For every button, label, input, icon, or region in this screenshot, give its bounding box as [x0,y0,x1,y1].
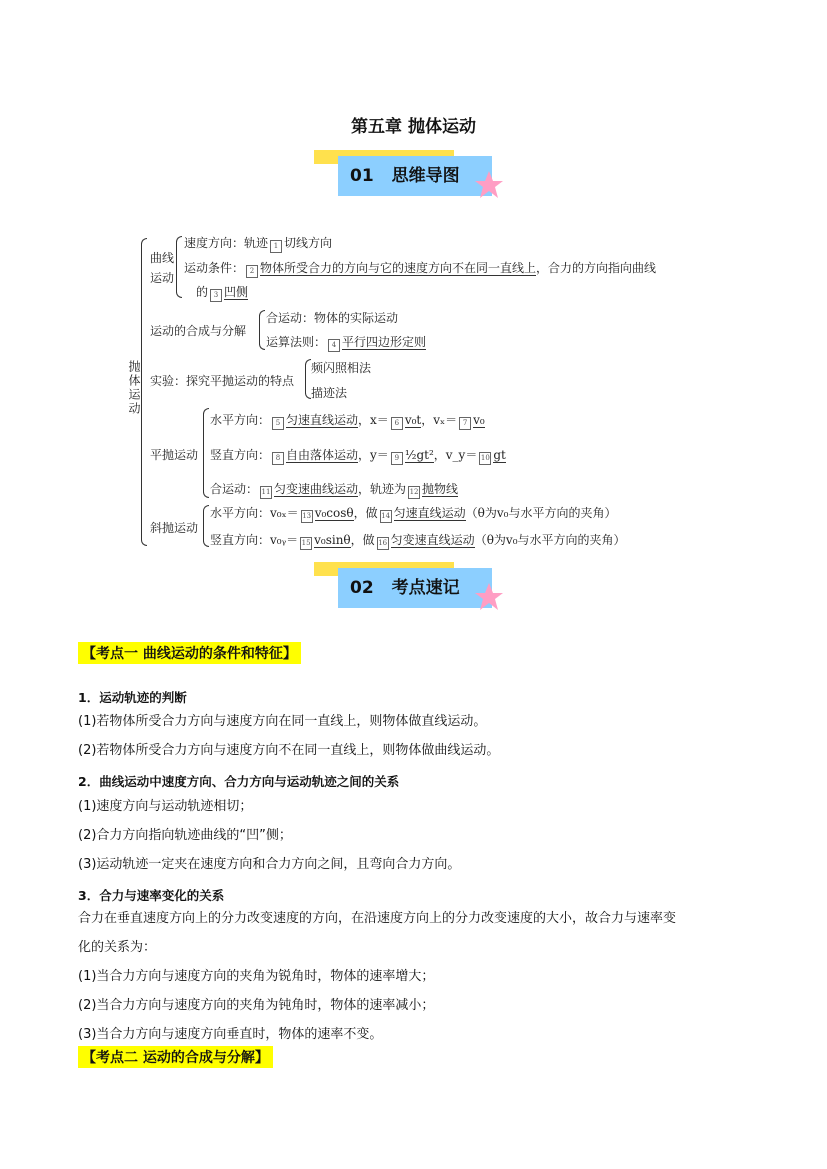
mm-root: 抛体运动 [127,360,141,416]
star-icon [474,582,504,612]
mm-root-brace [141,238,147,546]
mm-proj-label: 平抛运动 [150,448,199,462]
kp1-s1-p2: (2)若物体所受合力方向与速度方向不在同一直线上，则物体做曲线运动。 [78,743,500,758]
mm-obl-h: 水平方向：v₀ₓ＝ 13 v₀cosθ，做 14 匀速直线运动（θ为v₀与水平方向的夹角） [210,504,616,523]
mm-exp-label: 实验：探究平抛运动的特点 [150,374,295,388]
kp1-s2: 2．曲线运动中速度方向、合力方向与运动轨迹之间的关系 [78,774,400,789]
kp1-s3-p1: (1)当合力方向与速度方向的夹角为锐角时，物体的速率增大； [78,969,435,984]
kp1-s2-p2: (2)合力方向指向轨迹曲线的“凹”侧； [78,828,292,843]
mm-proj-c: 合运动： 11 匀变速曲线运动，轨迹为 12 抛物线 [210,480,458,499]
kp1-s3-p2: (2)当合力方向与速度方向的夹角为钝角时，物体的速率减小； [78,998,435,1013]
mm-proj-brace [203,408,209,498]
mm-comp-1: 合运动：物体的实际运动 [266,311,399,325]
mm-comp-brace [259,310,265,350]
mm-exp-2: 描迹法 [311,386,348,400]
chapter-title: 第五章 抛体运动 [351,117,476,137]
kp1-s3: 3．合力与速率变化的关系 [78,888,225,903]
kp1-s2-p1: (1)速度方向与运动轨迹相切； [78,799,253,814]
banner-text: 考点速记 [391,578,460,598]
mm-proj-v: 竖直方向： 8 自由落体运动，y＝ 9 ½gt²，v_y＝ 10 gt [210,446,506,465]
mm-curve-brace [176,236,182,298]
kp1-s1-p1: (1)若物体所受合力方向与速度方向在同一直线上，则物体做直线运动。 [78,714,487,729]
banner-number: 01 [350,166,374,186]
kp1-s3-intro2: 化的关系为： [78,940,157,955]
mm-exp-1: 频闪照相法 [311,361,372,375]
mm-obl-v: 竖直方向：v₀ᵧ＝ 15 v₀sinθ，做 16 匀变速直线运动（θ为v₀与水平方向的夹角） [210,531,626,550]
kp1-s3-p3: (3)当合力方向与速度方向垂直时，物体的速率不变。 [78,1027,383,1042]
mm-curve-label: 曲线运动 [150,251,175,285]
mm-proj-h: 水平方向： 5 匀速直线运动，x＝ 6 v₀t，vₓ＝ 7 v₀ [210,411,485,430]
mm-curve-cond: 运动条件： 2 物体所受合力的方向与它的速度方向不在同一直线上，合力的方向指向曲线 [184,259,656,278]
mm-comp-2: 运算法则： 4 平行四边形定则 [266,333,426,352]
banner-mindmap [314,150,504,200]
mm-obl-label: 斜抛运动 [150,521,199,535]
banner-text: 思维导图 [391,166,460,186]
mm-obl-brace [203,505,209,547]
banner-number: 02 [350,578,374,598]
kp1-s3-intro1: 合力在垂直速度方向上的分力改变速度的方向，在沿速度方向上的分力改变速度的大小，故合力与速率变 [78,911,677,926]
star-icon [474,170,504,200]
mm-comp-label: 运动的合成与分解 [150,324,247,338]
mm-curve-cond-2: 的 3 凹侧 [196,283,248,302]
banner-label [338,156,492,196]
kp1-s2-p3: (3)运动轨迹一定夹在速度方向和合力方向之间，且弯向合力方向。 [78,857,461,872]
mm-curve-speed: 速度方向：轨迹 1 切线方向 [184,234,332,253]
kp2-heading: 【考点二 运动的合成与分解】 [78,1046,273,1068]
kp1-heading: 【考点一 曲线运动的条件和特征】 [78,642,301,664]
banner-keypoints [314,562,504,612]
kp1-s1: 1．运动轨迹的判断 [78,690,187,705]
banner-label [338,568,492,608]
